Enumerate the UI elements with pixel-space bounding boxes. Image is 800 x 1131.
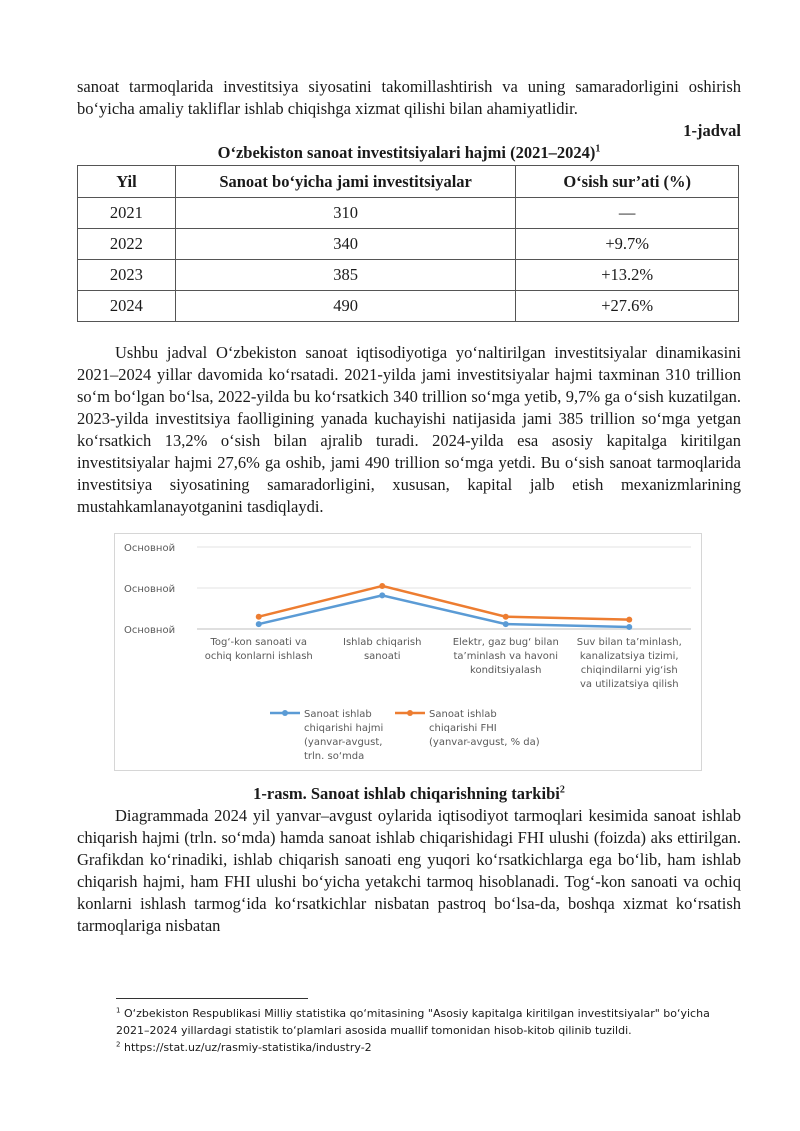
footnote-2-link[interactable]: https://stat.uz/uz/rasmiy-statistika/industry-2	[123, 1041, 372, 1054]
x-category-label: sanoati	[363, 651, 401, 662]
intro-paragraph: sanoat tarmoqlarida investitsiya siyosatini takomillashtirish va uning samaradorligini oshirish bo‘yicha amaliy takliflar ishlab chiqishga xizmat qilishi bilan ahamiyatlidir.	[77, 77, 741, 118]
legend-swatch-marker	[282, 710, 288, 716]
footnote-1-ref: 1	[116, 1006, 121, 1015]
data-point	[503, 614, 509, 620]
table-label: 1-jadval	[683, 121, 741, 140]
y-tick-label: Основной	[124, 543, 176, 554]
table-cell-growth: —	[516, 198, 739, 229]
table-cell-growth: +27.6%	[516, 291, 739, 322]
table-cell-total: 310	[175, 198, 515, 229]
table-row	[78, 198, 739, 229]
x-category-label: ta’minlash va havoni	[453, 651, 559, 662]
table-row	[78, 229, 739, 260]
footnotes	[116, 1005, 742, 1056]
data-point	[379, 583, 385, 589]
figure-caption-footnote-ref[interactable]: 2	[559, 784, 565, 796]
legend-label: trln. so‘mda	[304, 751, 365, 762]
chart-description-paragraph: Diagrammada 2024 yil yanvar–avgust oylarida iqtisodiyot tarmoqlari kesimida sanoat ishlab chiqarish hajmi (trln. so‘mda) hamda sanoat ishlab chiqarishidagi FHI ulushi (foizda) aks ettirilgan. Grafikdan ko‘rinadiki, ishlab chiqarish sanoati eng yuqori ko‘rsatkichlarga ega bo‘lib, ham ishlab chiqarish hajmi, ham FHI ulushi bo‘yicha yetakchi tarmoq hisoblanadi. Tog‘-kon sanoati va ochiq konlarni ishlash tarmog‘ida ko‘rsatkichlar nisbatan pastroq bo‘lsa-da, boshqa xizmat ko‘rsatish tarmoqlariga nisbatan	[77, 806, 741, 935]
table-title-text: O‘zbekiston sanoat investitsiyalari hajmi (2021–2024)	[217, 143, 596, 162]
table-title	[77, 142, 741, 164]
footnote-1-text: O‘zbekiston Respublikasi Milliy statistika qo‘mitasining "Asosiy kapitalga kiritilgan investitsiyalar" bo‘yicha 2021–2024 yillardagi statistik to‘plamlari asosida muallif tomonidan hisob-kitob qilinib tuzildi.	[116, 1007, 710, 1037]
table-title-footnote-ref[interactable]: 1	[595, 143, 601, 155]
table-header-total: Sanoat bo‘yicha jami investitsiyalar	[175, 166, 515, 198]
table-cell-total: 490	[175, 291, 515, 322]
figure-caption	[77, 783, 741, 805]
footnote-divider	[116, 998, 308, 999]
x-category-label: Suv bilan ta’minlash,	[576, 637, 682, 648]
footnote-1	[116, 1005, 742, 1039]
series-line-1	[259, 586, 630, 620]
table-cell-total: 340	[175, 229, 515, 260]
x-category-label: ochiq konlarni ishlash	[204, 651, 313, 662]
table-cell-total: 385	[175, 260, 515, 291]
legend-label: Sanoat ishlab	[429, 709, 497, 720]
data-point	[379, 592, 385, 598]
table-cell-year: 2024	[78, 291, 176, 322]
x-category-label: konditsiyalash	[470, 665, 542, 676]
legend-label: Sanoat ishlab	[304, 709, 372, 720]
x-category-label: kanalizatsiya tizimi,	[579, 651, 679, 662]
x-category-label: Tog‘-kon sanoati va	[210, 637, 308, 648]
table-description-paragraph: Ushbu jadval O‘zbekiston sanoat iqtisodiyotiga yo‘naltirilgan investitsiyalar dinamikasini 2021–2024 yillar davomida ko‘rsatadi. 2021-yilda jami investitsiyalar hajmi taxminan 310 trillion so‘m bo‘lgan bo‘lsa, 2022-yilda bu ko‘rsatkich 340 trillion so‘mga yetib, 9,7% ga o‘sish kuzatilgan. 2023-yilda investitsiya faolligining yanada kuchayishi natijasida jami 385 trillion so‘mga yetgan ko‘rsatkich 13,2% o‘sish bilan ajralib turadi. 2024-yilda esa asosiy kapitalga kiritilgan investitsiyalar hajmi 27,6% ga oshib, jami 490 trillion so‘mga yetdi. Bu o‘sish sanoat tarmoqlarida investitsiya siyosatining samaradorligini, xususan, kapital jalb etish mexanizmlarining mustahkamlanayotganini tasdiqlaydi.	[77, 343, 741, 516]
data-point	[626, 617, 632, 623]
table-row	[78, 291, 739, 322]
figure-chart	[114, 533, 702, 771]
page-content	[77, 76, 741, 937]
footnote-2-ref: 2	[116, 1040, 121, 1049]
data-point	[256, 621, 262, 627]
table-header-growth: O‘sish sur’ati (%)	[516, 166, 739, 198]
x-category-label: Elektr, gaz bug‘ bilan	[452, 637, 559, 648]
table-row	[78, 260, 739, 291]
x-category-label: Ishlab chiqarish	[343, 637, 422, 648]
table-cell-year: 2021	[78, 198, 176, 229]
table-cell-growth: +9.7%	[516, 229, 739, 260]
x-category-label: va utilizatsiya qilish	[579, 679, 679, 690]
table-header-row	[78, 166, 739, 198]
legend-label: (yanvar-avgust, % da)	[429, 737, 540, 748]
table-cell-growth: +13.2%	[516, 260, 739, 291]
y-tick-label: Основной	[124, 625, 176, 636]
data-point	[256, 614, 262, 620]
legend-label: chiqarishi FHI	[429, 723, 497, 734]
y-tick-label: Основной	[124, 584, 176, 595]
table-cell-year: 2023	[78, 260, 176, 291]
footnote-2	[116, 1039, 742, 1056]
legend-label: (yanvar-avgust,	[304, 737, 383, 748]
legend-swatch-marker	[407, 710, 413, 716]
data-point	[626, 624, 632, 630]
table-header-year: Yil	[78, 166, 176, 198]
figure-caption-text: 1-rasm. Sanoat ishlab chiqarishning tarkibi	[253, 784, 560, 803]
data-point	[503, 621, 509, 627]
table-cell-year: 2022	[78, 229, 176, 260]
line-chart	[115, 534, 701, 770]
investment-table	[77, 165, 739, 322]
x-category-label: chiqindilarni yig‘ish	[580, 665, 678, 676]
legend-label: chiqarishi hajmi	[304, 723, 384, 734]
